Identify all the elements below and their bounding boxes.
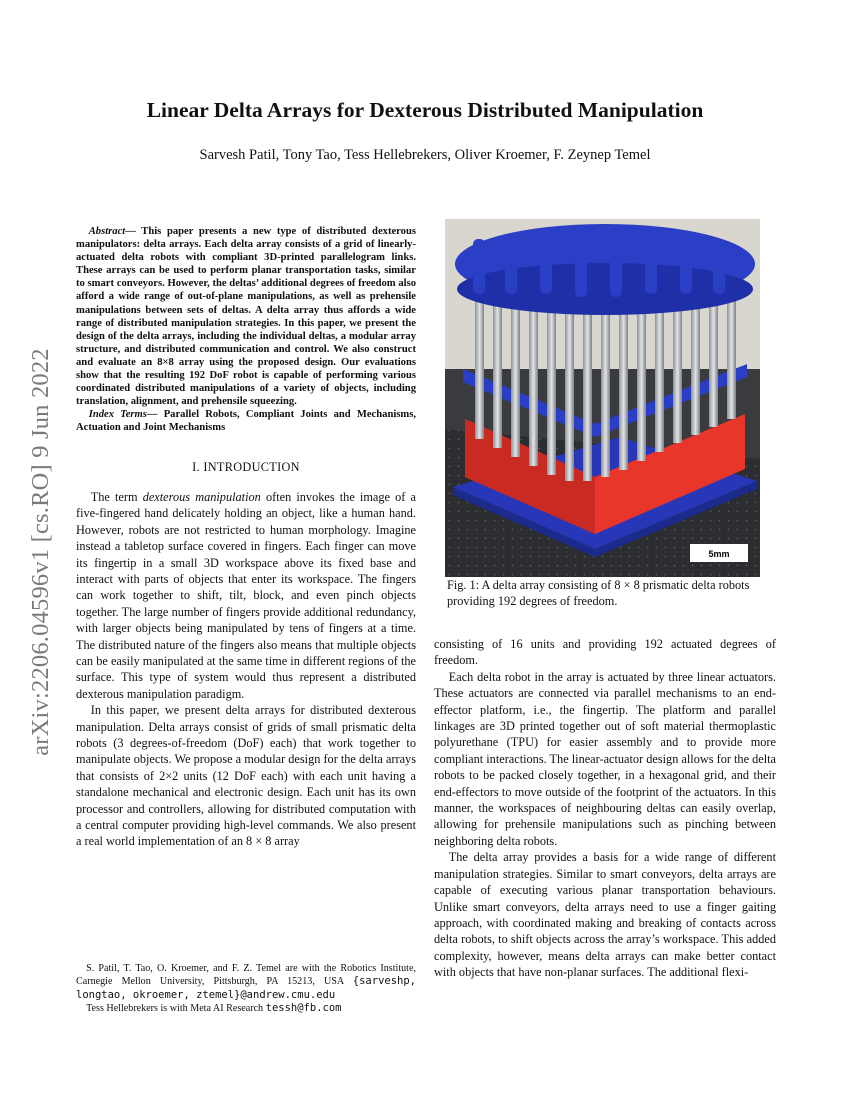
section-title-initial: I xyxy=(203,459,208,474)
index-terms-label: Index Terms xyxy=(88,409,147,421)
intro-p1-emphasis: dexterous manipulation xyxy=(142,489,261,504)
index-terms-text: — Parallel Robots, Compliant Joints and Mechanisms, Actuation and Joint Mechanisms xyxy=(76,409,416,434)
abstract xyxy=(76,225,416,408)
intro-paragraph-4: The delta array provides a basis for a wide range of different manipulation strategies. Similar to smart conveyors, delta arrays are capable of executing various planar transportation behaviours. Unlike smart conveyors, delta arrays need to use a finger gaiting approach, with coordinated making and breaking of contacts across delta robots, to shift objects across the array’s workspace. This added complexity, however, means delta arrays can make better contact with objects that have non-planar surfaces. The additional flexi- xyxy=(434,850,776,980)
index-terms xyxy=(76,408,416,434)
intro-paragraph-3: Each delta robot in the array is actuated by three linear actuators. These actuators are connected via parallel mechanisms to an end-effector platform, i.e., the fingertip. The platform and parallel linkages are 3D printed together out of soft material thermoplastic polyurethane (TPU) for easier assembly and to provide more compliant interactions. The linear-actuator design allows for the delta robots to be packed closely together, in a hexagonal grid, and their end-effectors to move outside of the footprint of the actuators. In this manner, the workspaces of neighbouring deltas can easily overlap, allowing for prehensile manipulations such as pinching between neighboring delta robots. xyxy=(434,669,777,848)
intro-p1-start: The term xyxy=(90,489,143,504)
abstract-text: — This paper presents a new type of distributed dexterous manipulators: delta arrays. Each delta array consists of a grid of linearly-actuated delta robots with compliant 3D-printed parallelogram links. These arrays can be used to perform planar transportation tasks, similar to smart conveyors. However, the deltas’ additional degrees of freedom also afford a wide range of out-of-plane manipulations, as well as prehensile manipulations between sets of deltas. A delta array thus affords a wide range of distributed manipulation strategies. In this paper, we present the design of the delta arrays, including the individual deltas, a modular array structure, and distributed communication and control. We also construct and evaluate an 8×8 array using the proposed design. Our evaluations show that the resulting 192 DoF robot is capable of performing various coordinated distributed manipulations of a variety of objects, including translation, alignment, and prehensile squeezing. xyxy=(76,226,416,408)
section-number: I. xyxy=(192,459,204,474)
intro-p1-rest: often invokes the image of a five-fingered hand delicately holding an object, like a human hand. However, robots are not restricted to human morphology. Imagine instead a tabletop surface covered in fingers. Each finger can move its fingertip in a small 3D workspace above its fixed base and interact with parts of objects that enter its workspace. The fingers can work together to shift, tilt, block, and even pinch objects together. The large number of fingers provide additional redundancy, with larger objects being manipulated by tens of fingers at a time. The distributed nature of the fingers also means that multiple objects can be easily manipulated at the same time in different regions of the surface. This type of system would thus represent a distributed dexterous manipulation paradigm. xyxy=(76,489,416,701)
abstract-label: Abstract xyxy=(88,226,126,237)
section-heading-introduction xyxy=(76,459,416,475)
delta-array-photo xyxy=(445,219,760,577)
blue-fingertips xyxy=(455,224,755,315)
footnote-affiliation-text: S. Patil, T. Tao, O. Kroemer, and F. Z. Temel are with the Robotics Institute, Carnegie Mellon University, Pittsburgh, PA 15213, USA xyxy=(76,963,416,988)
arxiv-stamp[interactable]: arXiv:2206.04596v1 [cs.RO] 9 Jun 2022 xyxy=(27,348,54,756)
footnote-meta-text: Tess Hellebrekers is with Meta AI Research xyxy=(86,1003,266,1015)
left-column xyxy=(76,225,416,850)
footnote-meta-email[interactable]: tessh@fb.com xyxy=(265,1002,342,1015)
figure-caption: Fig. 1: A delta array consisting of 8 × 8 prismatic delta robots providing 192 degrees of freedom. xyxy=(447,578,750,609)
author-list: Sarvesh Patil, Tony Tao, Tess Hellebrekers, Oliver Kroemer, F. Zeynep Temel xyxy=(199,147,651,163)
footnote-emails[interactable]: {sarveshp, longtao, okroemer, ztemel}@andrew.cmu.edu xyxy=(76,975,416,1001)
right-column xyxy=(434,636,776,981)
footnote-affiliation xyxy=(76,963,416,1002)
section-title-rest: NTRODUCTION xyxy=(207,459,300,474)
intro-paragraph-1 xyxy=(76,489,416,702)
intro-paragraph-2: In this paper, we present delta arrays for distributed dexterous manipulation. Delta arrays consist of grids of small prismatic delta robots (3 degrees-of-freedom (DoF) each) that work together to manipulate objects. We propose a modular design for the delta arrays that consists of 2×2 units (12 DoF each) with each unit having a standalone mechanical and electronic design. Each unit has its own processor and controllers, allowing for distributed computation with a central computer providing high-level commands. We also present a real world implementation of an 8 × 8 array xyxy=(76,703,416,849)
footnote-meta xyxy=(76,1002,416,1015)
paper-title: Linear Delta Arrays for Dexterous Distributed Manipulation xyxy=(146,98,704,122)
scale-bar-label: 5mm xyxy=(708,549,730,559)
intro-paragraph-2-continued: consisting of 16 units and providing 192 actuated degrees of freedom. xyxy=(434,637,776,668)
footnotes xyxy=(76,963,416,1016)
